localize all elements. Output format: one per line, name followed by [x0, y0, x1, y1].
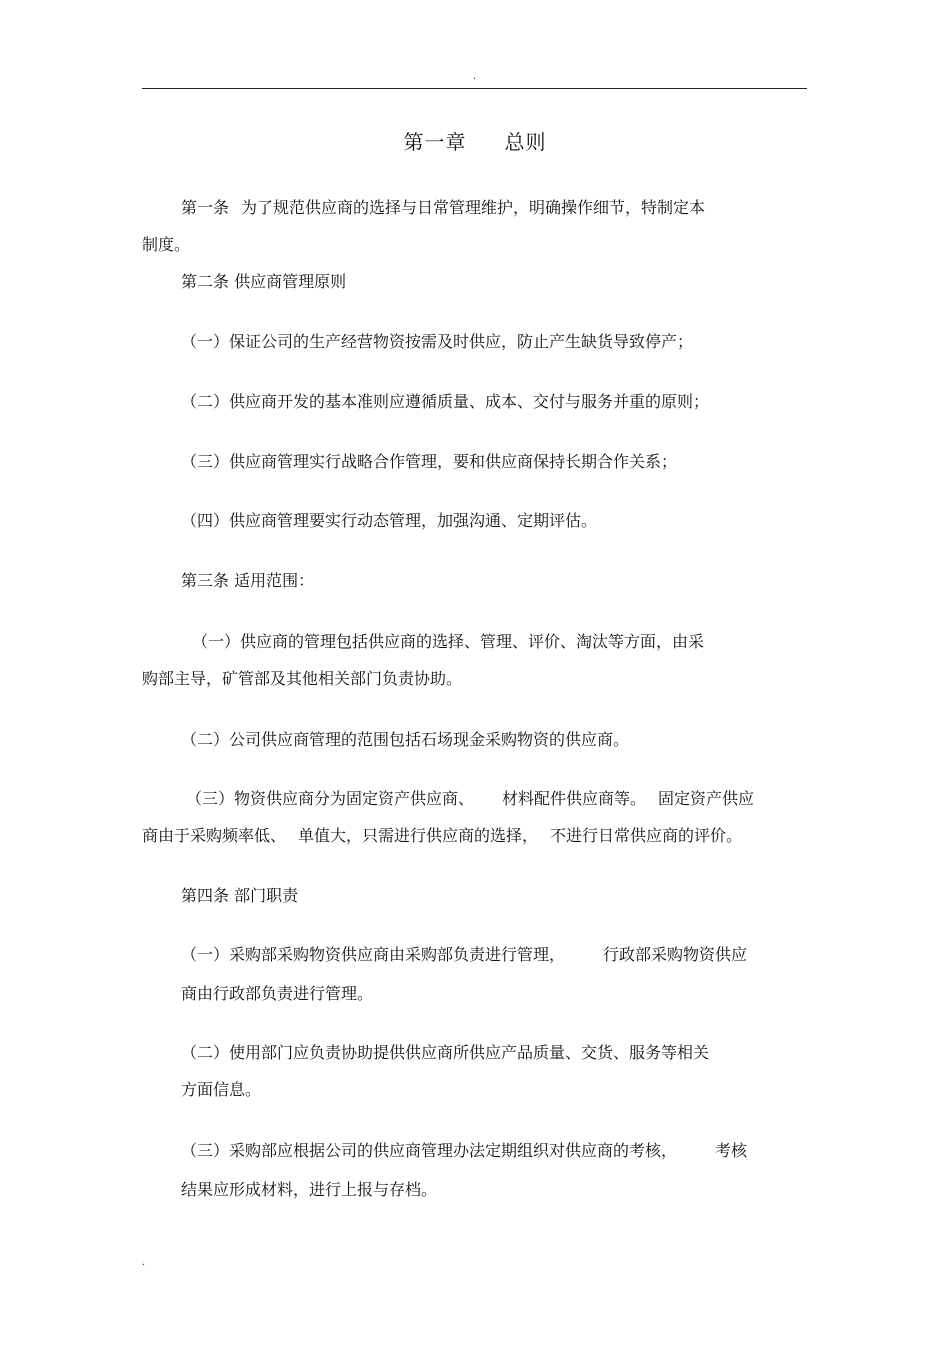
- article-4-item-3-line-1: （三）采购部应根据公司的供应商管理办法定期组织对供应商的考核， 考核: [181, 1141, 748, 1160]
- article-4-heading: 第四条 部门职责: [181, 886, 299, 905]
- article-3-item-3-line-1: （三）物资供应商分为固定资产供应商、 材料配件供应商等。 固定资产供应: [186, 789, 755, 808]
- article-3-heading: 第三条 适用范围：: [181, 571, 315, 590]
- article-4-item-2-line-2: 方面信息。: [181, 1080, 262, 1099]
- article-4-item-3-line-2: 结果应形成材料，进行上报与存档。: [181, 1180, 438, 1199]
- article-2-item-3: （三）供应商管理实行战略合作管理，要和供应商保持长期合作关系；: [181, 452, 678, 471]
- article-2-heading: 第二条 供应商管理原则: [181, 272, 347, 291]
- article-1-text: 为了规范供应商的选择与日常管理维护，明确操作细节，特制定本: [241, 198, 706, 217]
- chapter-number: 第一章: [403, 130, 467, 154]
- chapter-name: 总则: [504, 130, 547, 154]
- chapter-title: [0, 128, 950, 156]
- article-2-item-2: （二）供应商开发的基本准则应遵循质量、成本、交付与服务并重的原则；: [181, 392, 710, 411]
- article-2-item-1: （一）保证公司的生产经营物资按需及时供应，防止产生缺货导致停产；: [181, 332, 694, 351]
- article-3-item-3-line-2: 商由于采购频率低、 单值大，只需进行供应商的选择， 不进行日常供应商的评价。: [142, 826, 743, 845]
- article-2-item-4: （四）供应商管理要实行动态管理，加强沟通、定期评估。: [181, 511, 598, 530]
- article-4-item-1-line-2: 商由行政部负责进行管理。: [181, 984, 374, 1003]
- article-3-item-2: （二）公司供应商管理的范围包括石场现金采购物资的供应商。: [181, 730, 630, 749]
- article-1-line-2: 制度。: [142, 235, 191, 254]
- article-4-item-1-line-1: （一）采购部采购物资供应商由采购部负责进行管理， 行政部采购物资供应: [181, 945, 748, 964]
- article-1-label: 第一条: [181, 198, 230, 217]
- header-mark: .: [473, 71, 477, 82]
- article-3-item-1-line-2: 购部主导，矿管部及其他相关部门负责协助。: [142, 669, 463, 688]
- article-3-item-1-line-1: （一）供应商的管理包括供应商的选择、管理、评价、淘汰等方面，由采: [192, 632, 705, 651]
- header-rule: [142, 88, 807, 89]
- footer-mark: .: [142, 1257, 146, 1268]
- article-4-item-2-line-1: （二）使用部门应负责协助提供供应商所供应产品质量、交货、服务等相关: [181, 1043, 710, 1062]
- article-1-line-1: [181, 197, 705, 219]
